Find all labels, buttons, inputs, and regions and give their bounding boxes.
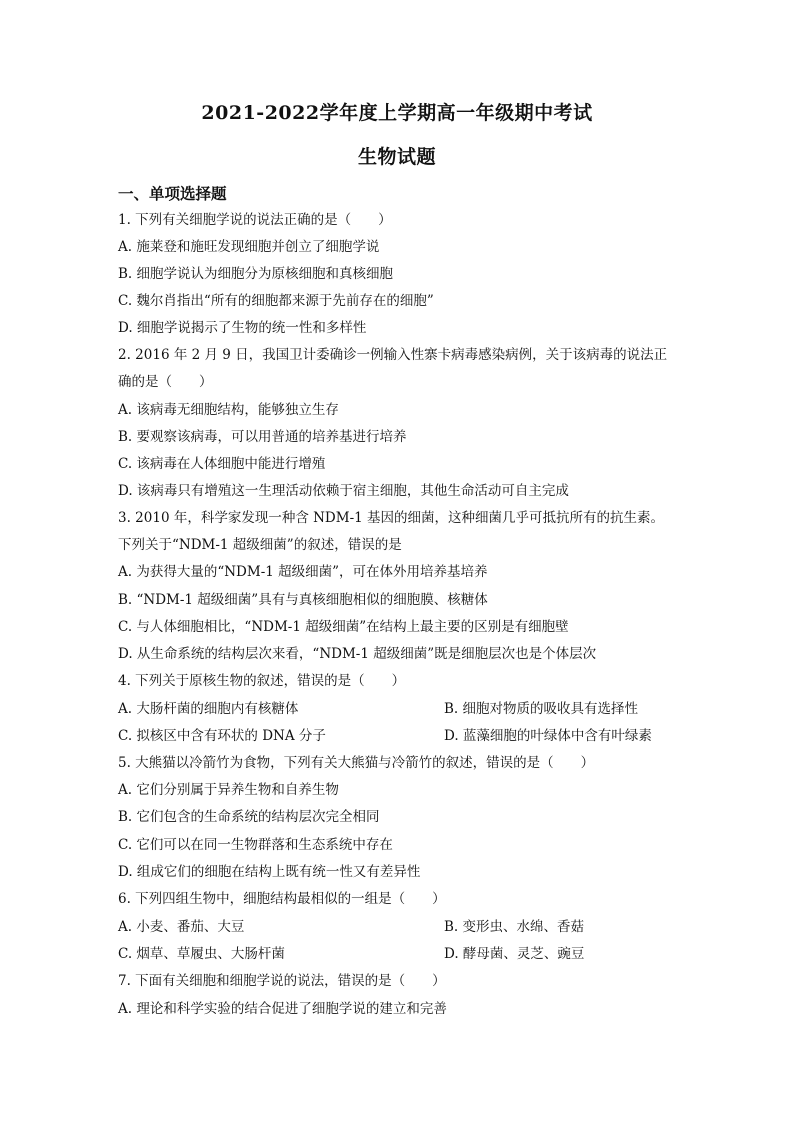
section-heading: 一、单项选择题: [118, 184, 227, 203]
option-c: C. 该病毒在人体细胞中能进行增殖: [118, 456, 326, 472]
option-a: A. 该病毒无细胞结构，能够独立生存: [118, 402, 339, 418]
question-stem-continued: 下列关于“NDM-1 超级细菌”的叙述，错误的是: [118, 537, 402, 553]
option-c: C. 它们可以在同一生物群落和生态系统中存在: [118, 837, 393, 853]
question-stem: 4. 下列关于原核生物的叙述，错误的是（ ）: [118, 673, 406, 689]
option-c: C. 魏尔肖指出“所有的细胞都来源于先前存在的细胞”: [118, 293, 434, 309]
question-stem: 7. 下面有关细胞和细胞学说的说法，错误的是（ ）: [118, 973, 446, 989]
option-a: A. 理论和科学实验的结合促进了细胞学说的建立和完善: [118, 1001, 447, 1017]
option-b: B. “NDM-1 超级细菌”具有与真核细胞相似的细胞膜、核糖体: [118, 592, 488, 608]
option-d: D. 酵母菌、灵芝、豌豆: [444, 946, 585, 962]
option-b: B. 它们包含的生命系统的结构层次完全相同: [118, 809, 380, 825]
option-a: A. 它们分别属于异养生物和自养生物: [118, 782, 339, 798]
option-a: A. 小麦、番茄、大豆: [118, 919, 245, 935]
exam-title: 2021-2022学年度上学期高一年级期中考试: [201, 102, 593, 124]
option-c: C. 烟草、草履虫、大肠杆菌: [118, 946, 285, 962]
option-d: D. 蓝藻细胞的叶绿体中含有叶绿素: [444, 728, 652, 744]
option-d: D. 细胞学说揭示了生物的统一性和多样性: [118, 320, 367, 336]
option-a: A. 施莱登和施旺发现细胞并创立了细胞学说: [118, 239, 380, 255]
option-b: B. 细胞学说认为细胞分为原核细胞和真核细胞: [118, 266, 394, 282]
option-d: D. 该病毒只有增殖这一生理活动依赖于宿主细胞，其他生命活动可自主完成: [118, 483, 569, 499]
option-d: D. 组成它们的细胞在结构上既有统一性又有差异性: [118, 864, 421, 880]
exam-subtitle: 生物试题: [357, 146, 436, 168]
option-c: C. 拟核区中含有环状的 DNA 分子: [118, 728, 326, 744]
option-b: B. 细胞对物质的吸收具有选择性: [444, 701, 639, 717]
question-stem: 2. 2016 年 2 月 9 日，我国卫计委确诊一例输入性寨卡病毒感染病例，关于该病毒的说法正: [118, 347, 668, 363]
option-d: D. 从生命系统的结构层次来看，“NDM-1 超级细菌”既是细胞层次也是个体层次: [118, 646, 597, 662]
option-b: B. 要观察该病毒，可以用普通的培养基进行培养: [118, 429, 407, 445]
question-stem: 1. 下列有关细胞学说的说法正确的是（ ）: [118, 212, 392, 228]
option-a: A. 为获得大量的“NDM-1 超级细菌”，可在体外用培养基培养: [118, 564, 488, 580]
option-a: A. 大肠杆菌的细胞内有核糖体: [118, 701, 299, 717]
question-stem: 3. 2010 年，科学家发现一种含 NDM-1 基因的细菌，这种细菌几乎可抵抗所有的抗生素。: [118, 510, 665, 526]
option-c: C. 与人体细胞相比，“NDM-1 超级细菌”在结构上最主要的区别是有细胞壁: [118, 619, 569, 635]
question-stem: 6. 下列四组生物中，细胞结构最相似的一组是（ ）: [118, 891, 446, 907]
question-stem-continued: 确的是（ ）: [118, 374, 213, 390]
option-b: B. 变形虫、水绵、香菇: [444, 919, 585, 935]
question-stem: 5. 大熊猫以冷箭竹为食物，下列有关大熊猫与冷箭竹的叙述，错误的是（ ）: [118, 755, 595, 771]
